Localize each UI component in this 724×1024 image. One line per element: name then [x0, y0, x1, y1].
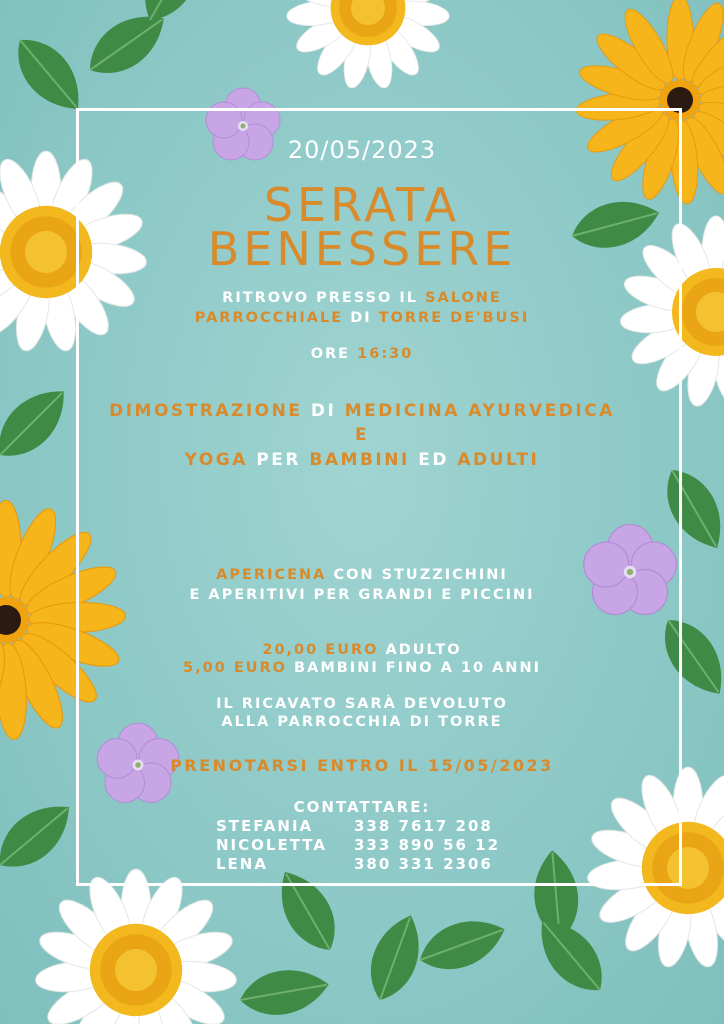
apericena-highlight: APERICENA [216, 567, 327, 583]
contact-name: LENA [216, 855, 268, 873]
location-highlight: SALONE [425, 290, 502, 306]
activity-line-1 [0, 401, 724, 421]
contact-name: STEFANIA [216, 817, 314, 835]
price-adult [0, 642, 724, 658]
location-text: DI [343, 310, 379, 326]
event-date: 20/05/2023 [287, 136, 437, 164]
price-child [0, 660, 724, 676]
activity-highlight: DIMOSTRAZIONE [109, 401, 303, 421]
activity-text: DI [302, 401, 345, 421]
contacts-heading: CONTATTARE: [293, 798, 431, 816]
contacts-list [216, 817, 516, 874]
title-line-2: BENESSERE [207, 222, 517, 276]
event-time [0, 346, 724, 362]
contact-phone: 380 331 2306 [354, 855, 493, 873]
proceeds-line-1: IL RICAVATO SARÀ DEVOLUTO [216, 696, 508, 712]
location-highlight: PARROCCHIALE [194, 310, 344, 326]
location-line-2 [0, 310, 724, 326]
contact-phone: 333 890 56 12 [354, 836, 501, 854]
contact-row [216, 855, 516, 874]
activity-highlight: ADULTI [457, 450, 540, 470]
contact-row [216, 817, 516, 836]
apericena-line-2: E APERITIVI PER GRANDI E PICCINI [189, 587, 535, 603]
price-value: 5,00 EURO [183, 660, 287, 676]
time-label: ORE [310, 346, 358, 362]
location-text: RITROVO PRESSO IL [222, 290, 426, 306]
title-line-1: SERATA [263, 178, 461, 232]
activity-highlight: YOGA [184, 450, 248, 470]
activity-text: PER [247, 450, 310, 470]
price-label: ADULTO [378, 642, 462, 658]
apericena-text: CON STUZZICHINI [326, 567, 508, 583]
price-label: BAMBINI FINO A 10 ANNI [287, 660, 541, 676]
location-line-1 [0, 290, 724, 306]
contact-phone: 338 7617 208 [354, 817, 493, 835]
time-value: 16:30 [357, 346, 414, 362]
contact-row [216, 836, 516, 855]
activity-line-3 [0, 450, 724, 470]
contact-name: NICOLETTA [216, 836, 327, 854]
activity-highlight: BAMBINI [309, 450, 410, 470]
proceeds-line-2: ALLA PARROCCHIA DI TORRE [221, 714, 503, 730]
booking-deadline: PRENOTARSI ENTRO IL 15/05/2023 [170, 756, 554, 775]
location-highlight: TORRE DE'BUSI [378, 310, 530, 326]
apericena-line-1 [0, 567, 724, 583]
activity-text: ED [409, 450, 458, 470]
activity-highlight: MEDICINA AYURVEDICA [344, 401, 615, 421]
activity-line-2: E [354, 425, 370, 445]
price-value: 20,00 EURO [262, 642, 379, 658]
